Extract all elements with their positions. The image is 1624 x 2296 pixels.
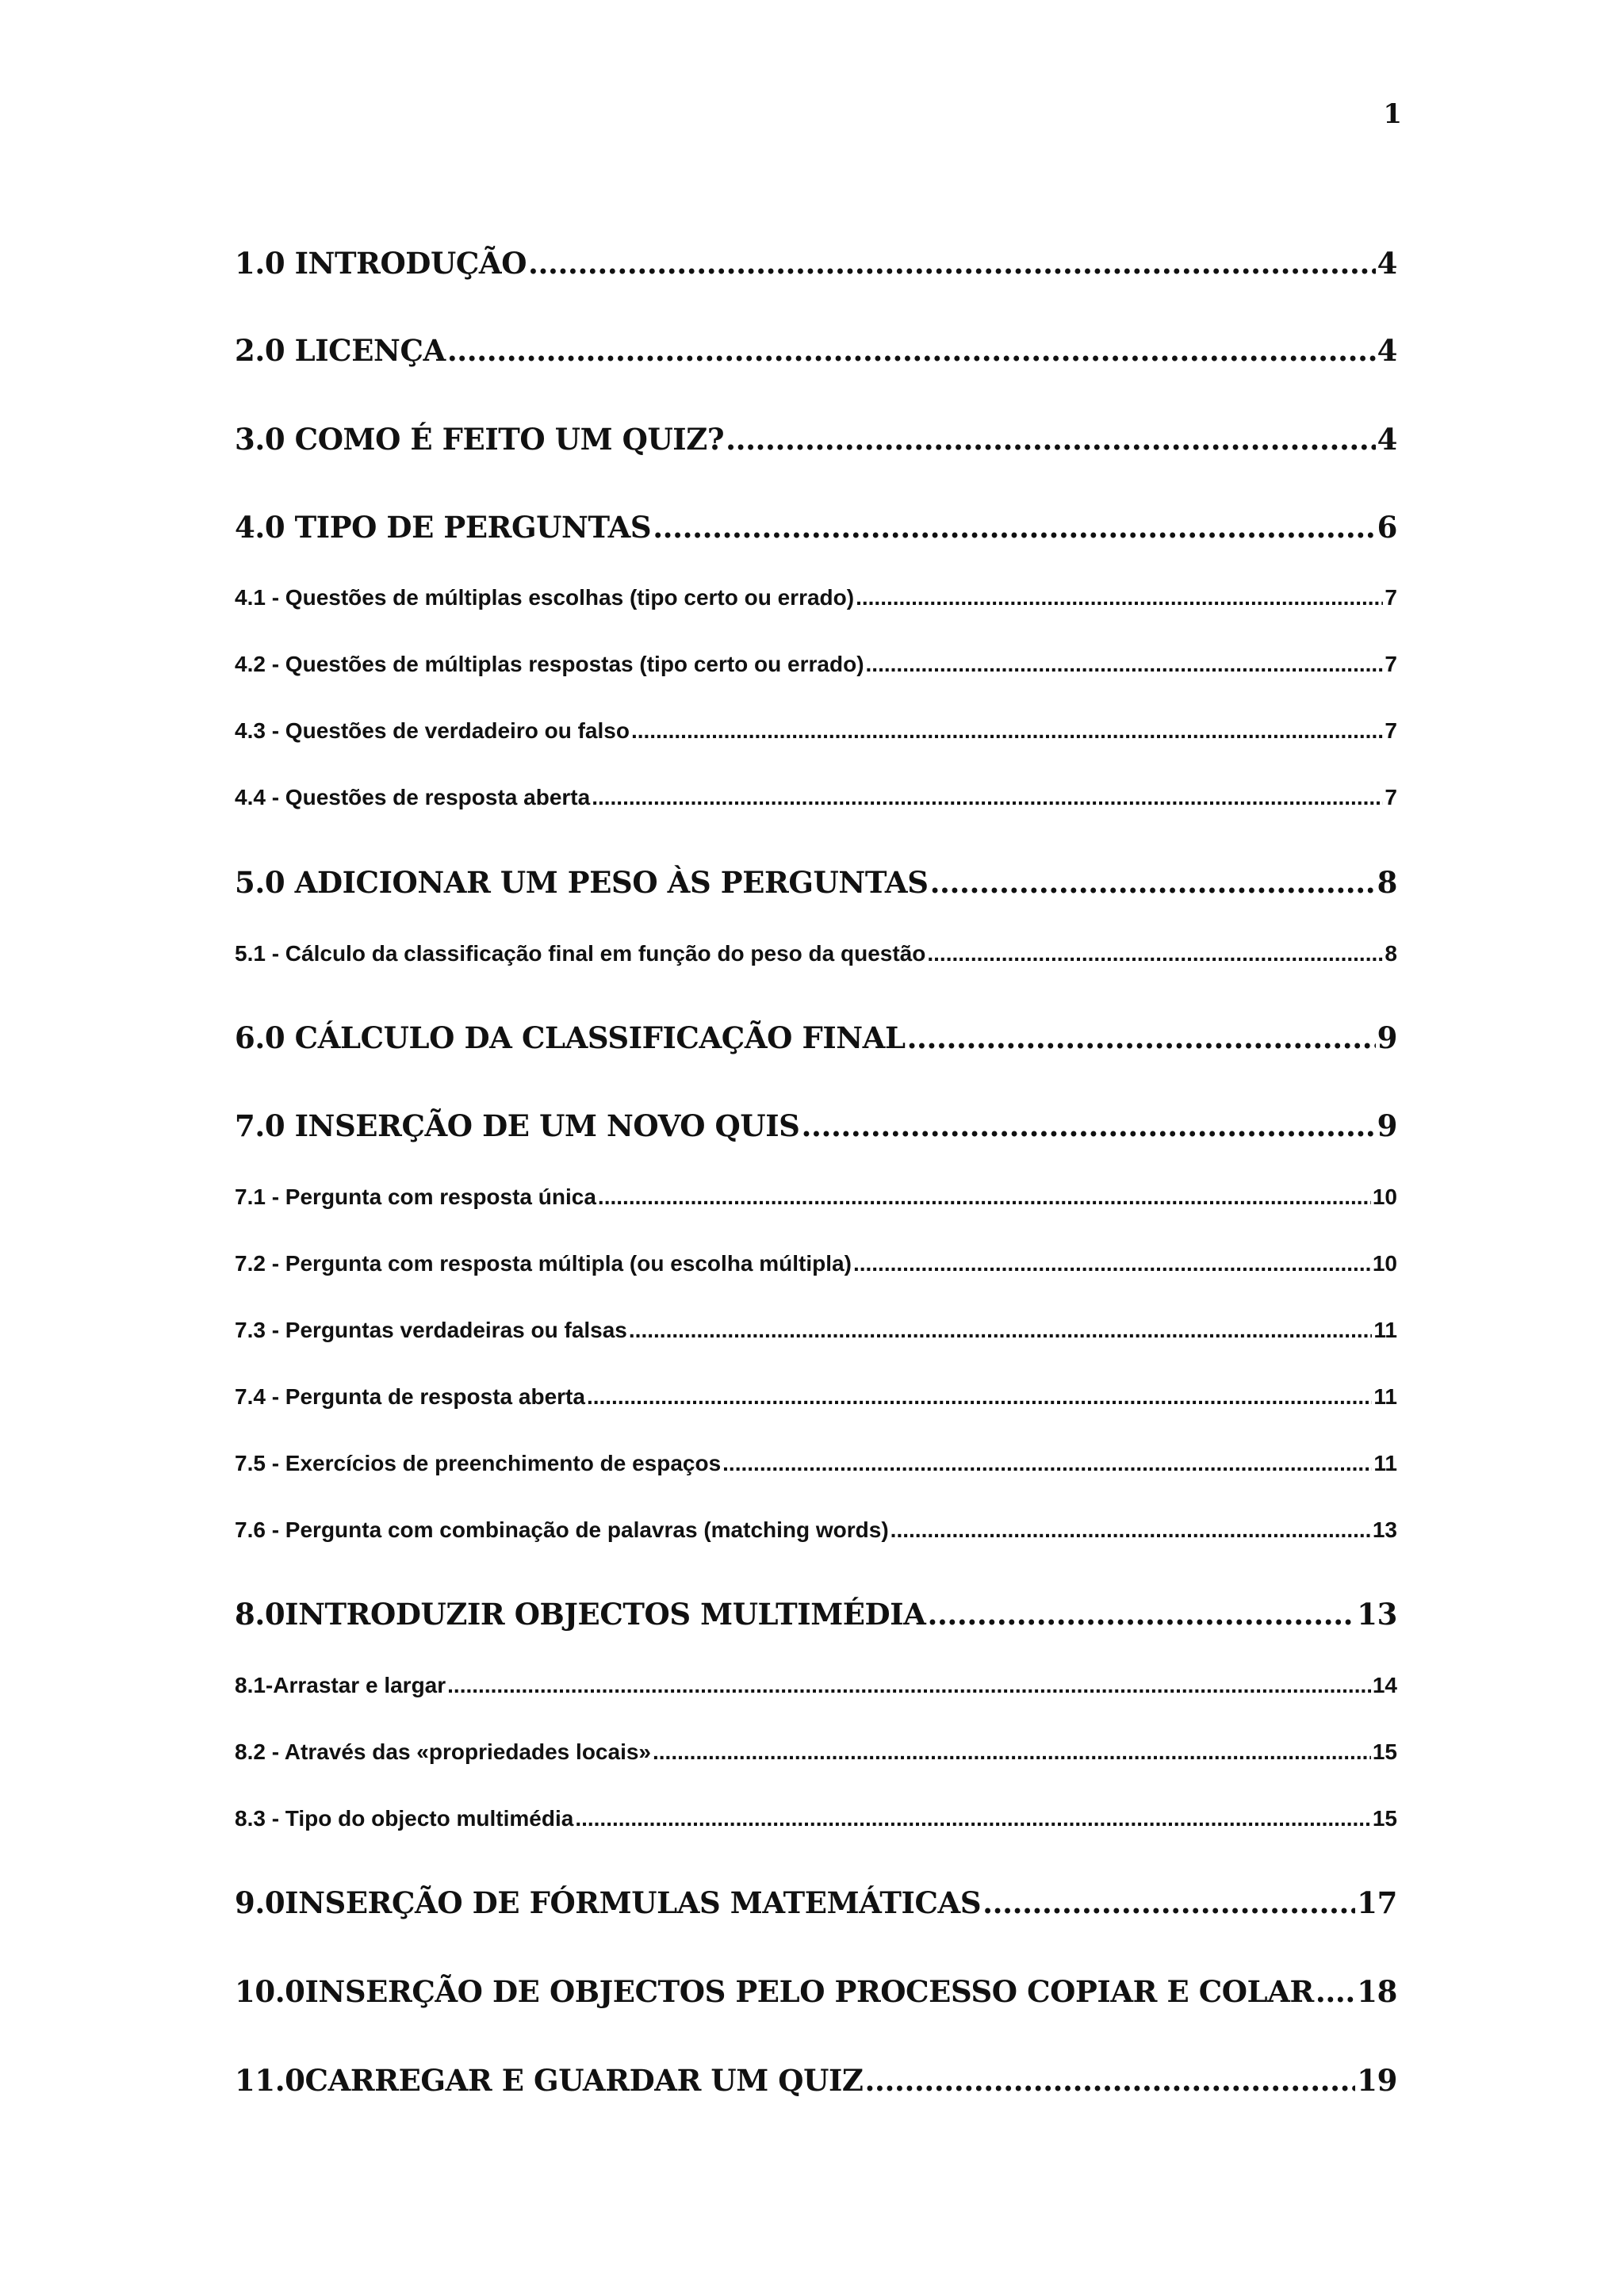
dot-leader (447, 1673, 1371, 1698)
toc-entry-page: 6 (1377, 510, 1397, 545)
toc-entry[interactable] (235, 1739, 1397, 1765)
toc-entry-page: 15 (1372, 1739, 1397, 1764)
toc-entry-page: 8 (1377, 865, 1397, 900)
dot-leader (927, 1597, 1355, 1632)
dot-leader (891, 1517, 1371, 1543)
toc-entry-label: 8.1-Arrastar e largar (235, 1673, 446, 1697)
toc-entry[interactable] (235, 1974, 1397, 2009)
toc-entry-label: 7.4 - Pergunta de resposta aberta (235, 1384, 585, 1409)
toc-entry-page: 19 (1357, 2063, 1397, 2098)
dot-leader (722, 1451, 1372, 1476)
toc-entry[interactable] (235, 1673, 1397, 1698)
dot-leader (598, 1184, 1371, 1210)
toc-entry[interactable] (235, 585, 1397, 610)
toc-entry-page: 10 (1372, 1184, 1397, 1209)
toc-entry[interactable] (235, 333, 1397, 368)
toc-entry-page: 7 (1385, 585, 1397, 610)
toc-entry-label: 1.0 INTRODUÇÃO (235, 246, 527, 281)
toc-entry-number: 10.0 (235, 1974, 305, 2009)
toc-entry-page: 18 (1357, 1974, 1397, 2009)
toc-entry[interactable] (235, 1184, 1397, 1210)
toc-entry-page: 13 (1357, 1597, 1397, 1632)
toc-entry-page: 11 (1373, 1318, 1397, 1342)
toc-entry-page: 13 (1372, 1517, 1397, 1542)
toc-entry-page: 17 (1357, 1885, 1397, 1920)
toc-entry-page: 7 (1385, 718, 1397, 743)
toc-entry-page: 4 (1377, 422, 1397, 457)
dot-leader (853, 1251, 1371, 1276)
toc-entry-page: 14 (1372, 1673, 1397, 1697)
dot-leader (907, 1020, 1376, 1055)
toc-entry-label: 7.1 - Pergunta com resposta única (235, 1184, 596, 1209)
toc-entry-page: 9 (1377, 1020, 1397, 1055)
toc-entry-number: 11.0 (235, 2063, 305, 2098)
toc-entry-page: 4 (1377, 333, 1397, 368)
dot-leader (856, 585, 1383, 610)
dot-leader (575, 1806, 1371, 1831)
toc-entry[interactable] (235, 510, 1397, 545)
toc-entry[interactable] (235, 1384, 1397, 1410)
toc-entry[interactable] (235, 941, 1397, 966)
dot-leader (930, 865, 1376, 900)
toc-entry-label: 7.3 - Perguntas verdadeiras ou falsas (235, 1318, 627, 1342)
toc-entry[interactable] (235, 865, 1397, 900)
toc-entry-label: 2.0 LICENÇA (235, 333, 446, 368)
toc-entry-page: 10 (1372, 1251, 1397, 1276)
toc-entry[interactable] (235, 1451, 1397, 1476)
toc-entry-label: 4.3 - Questões de verdadeiro ou falso (235, 718, 630, 743)
dot-leader (1316, 1974, 1355, 2009)
toc-entry[interactable] (235, 785, 1397, 810)
toc-entry-label: 4.1 - Questões de múltiplas escolhas (tipo certo ou errado) (235, 585, 855, 610)
toc-entry-label: 7.5 - Exercícios de preenchimento de espaços (235, 1451, 722, 1475)
toc-entry-page: 4 (1377, 246, 1397, 281)
toc-entry-label: 5.0 ADICIONAR UM PESO ÀS PERGUNTAS (235, 865, 929, 900)
toc-entry[interactable] (235, 422, 1397, 457)
toc-entry-label: 7.2 - Pergunta com resposta múltipla (ou escolha múltipla) (235, 1251, 852, 1276)
toc-entry-number: 8.0 (235, 1597, 285, 1632)
dot-leader (653, 510, 1375, 545)
dot-leader (653, 1739, 1371, 1765)
toc-entry-label: 3.0 COMO É FEITO UM QUIZ? (235, 422, 725, 457)
toc-entry[interactable] (235, 1108, 1397, 1143)
toc-entry-label: 8.2 - Através das «propriedades locais» (235, 1739, 651, 1764)
dot-leader (982, 1885, 1355, 1920)
toc-entry-page: 7 (1385, 652, 1397, 676)
toc-entry-page: 11 (1373, 1384, 1397, 1409)
toc-entry[interactable] (235, 246, 1397, 281)
toc-entry-label: CARREGAR E GUARDAR UM QUIZ (304, 2063, 864, 2098)
toc-entry-label: 6.0 CÁLCULO DA CLASSIFICAÇÃO FINAL (235, 1020, 906, 1055)
toc-entry[interactable] (235, 2063, 1397, 2098)
toc-entry-page: 8 (1385, 941, 1397, 966)
toc-entry[interactable] (235, 1020, 1397, 1055)
toc-entry-label: 4.4 - Questões de resposta aberta (235, 785, 591, 809)
toc-entry-number: 9.0 (235, 1885, 285, 1920)
dot-leader (802, 1108, 1376, 1143)
toc-entry-page: 9 (1377, 1108, 1397, 1143)
toc-entry[interactable] (235, 1251, 1397, 1276)
dot-leader (587, 1384, 1372, 1410)
toc-entry-label: 7.0 INSERÇÃO DE UM NOVO QUIS (235, 1108, 800, 1143)
dot-leader (528, 246, 1376, 281)
toc-entry-label: 4.0 TIPO DE PERGUNTAS (235, 510, 652, 545)
dot-leader (927, 941, 1383, 966)
dot-leader (629, 1318, 1373, 1343)
toc-entry[interactable] (235, 1517, 1397, 1543)
toc-entry-label: 5.1 - Cálculo da classificação final em função do peso da questão (235, 941, 926, 966)
dot-leader (592, 785, 1383, 810)
toc-entry[interactable] (235, 1597, 1397, 1632)
toc-entry-label: INTRODUZIR OBJECTOS MULTIMÉDIA (285, 1597, 926, 1632)
toc-entry-label: INSERÇÃO DE FÓRMULAS MATEMÁTICAS (285, 1885, 982, 1920)
toc-entry[interactable] (235, 718, 1397, 744)
toc-entry-label: INSERÇÃO DE OBJECTOS PELO PROCESSO COPIAR E COLAR (304, 1974, 1314, 2009)
toc-entry-page: 15 (1372, 1806, 1397, 1831)
toc-entry-label: 4.2 - Questões de múltiplas respostas (tipo certo ou errado) (235, 652, 864, 676)
dot-leader (631, 718, 1383, 744)
toc-entry[interactable] (235, 1885, 1397, 1920)
toc-entry[interactable] (235, 1806, 1397, 1831)
toc-entry-label: 7.6 - Pergunta com combinação de palavras (matching words) (235, 1517, 889, 1542)
dot-leader (865, 2063, 1356, 2098)
dot-leader (447, 333, 1376, 368)
toc-entry-label: 8.3 - Tipo do objecto multimédia (235, 1806, 574, 1831)
toc-entry-page: 7 (1385, 785, 1397, 809)
dot-leader (726, 422, 1376, 457)
toc-entry[interactable] (235, 1318, 1397, 1343)
toc-entry[interactable] (235, 652, 1397, 677)
dot-leader (866, 652, 1384, 677)
page-number: 1 (1383, 98, 1402, 130)
toc-entry-page: 11 (1373, 1451, 1397, 1475)
